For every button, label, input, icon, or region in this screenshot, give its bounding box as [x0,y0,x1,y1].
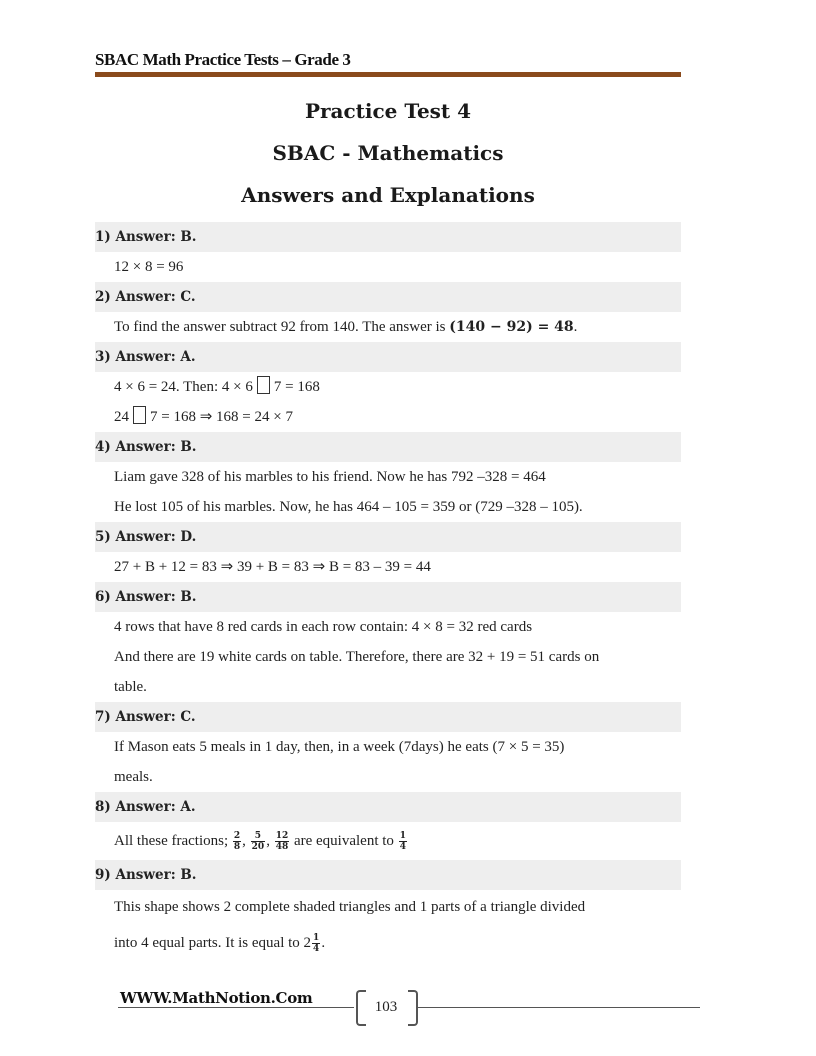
fraction-1-4: $\frac{1}{4}$ [313,933,320,955]
missing-symbol-box [257,376,270,394]
fraction-5-20: $\frac{5}{20}$ [251,831,265,853]
answer-4-line-1: Liam gave 328 of his marbles to his friend. Now he has 792 –328 = 464 [114,469,546,485]
answer-9-heading: 9) Answer: B. [95,860,681,890]
answer-7-heading: 7) Answer: C. [95,702,681,732]
section-title: Answers and Explanations [241,183,535,207]
answer-8-line: All these fractions; $\frac{2}{8}$ , $\frac{5}{20}$ , $\frac{12}{48}$ are equivalent to $\frac{1}{4}$ [114,831,406,853]
answer-4-heading: 4) Answer: B. [95,432,681,462]
answer-1-line: 12 × 8 = 96 [114,259,184,275]
answer-3-text-1b: 7 = 168 [273,379,320,395]
answer-2-period: . [573,319,578,335]
answer-3-line-1 [95,372,681,402]
answer-2-math: (140 − 92) = 48 [449,319,574,335]
answer-3-text-2b: 7 = 168 ⇒ 168 = 24 × 7 [150,409,293,425]
answer-3-text-1a: 4 × 6 = 24. Then: 4 × 6 [114,379,253,395]
footer-rule-left [118,1007,354,1008]
answer-3-text-2a: 24 [114,409,129,425]
answer-4-line-2: He lost 105 of his marbles. Now, he has 464 – 105 = 359 or (729 –328 – 105). [114,499,583,515]
header-title: SBAC Math Practice Tests – Grade 3 [95,50,351,69]
title-block [95,96,681,222]
answer-6-line-3: table. [114,679,147,695]
fraction-2-8: $\frac{2}{8}$ [233,831,241,853]
answer-9-line-1: This shape shows 2 complete shaded triangles and 1 parts of a triangle divided [114,899,586,915]
answer-8-heading: 8) Answer: A. [95,792,681,822]
header-rule [95,72,681,77]
page-number: 103 [374,999,398,1015]
answer-9-line-2: into 4 equal parts. It is equal to 2 $\frac{1}{4}$ . [114,933,326,955]
answer-7-line-2: meals. [114,769,153,785]
answer-6-line-1: 4 rows that have 8 red cards in each row contain: 4 × 8 = 32 red cards [114,619,533,635]
subject-title: SBAC - Mathematics [272,141,504,165]
answer-3-line-2 [95,402,681,432]
answer-9-text: into 4 equal parts. It is equal to 2 [114,935,312,951]
answer-5-line: 27 + B + 12 = 83 ⇒ 39 + B = 83 ⇒ B = 83 – 39 = 44 [114,559,431,575]
fraction-1-4: $\frac{1}{4}$ [399,831,406,853]
answer-2-heading: 2) Answer: C. [95,282,681,312]
footer-website: WWW.MathNotion.Com [120,989,313,1007]
answer-8-text-a: All these fractions; [114,833,232,849]
answer-7-line-1: If Mason eats 5 meals in 1 day, then, in a week (7days) he eats (7 × 5 = 35) [114,739,565,755]
test-title: Practice Test 4 [304,99,472,123]
missing-symbol-box [133,406,146,424]
answer-3-heading: 3) Answer: A. [95,342,681,372]
answer-1-heading: 1) Answer: B. [95,222,681,252]
answer-6-line-2: And there are 19 white cards on table. Therefore, there are 32 + 19 = 51 cards on [114,649,600,665]
answer-2-text: To find the answer subtract 92 from 140. The answer is [114,319,450,335]
footer-rule-right [418,1007,700,1008]
answer-5-heading: 5) Answer: D. [95,522,681,552]
answer-6-heading: 6) Answer: B. [95,582,681,612]
answer-8-text-b: are equivalent to [290,833,398,849]
answer-2-line [95,312,681,342]
fraction-12-48: $\frac{12}{48}$ [275,831,289,853]
answers-list [95,222,681,962]
